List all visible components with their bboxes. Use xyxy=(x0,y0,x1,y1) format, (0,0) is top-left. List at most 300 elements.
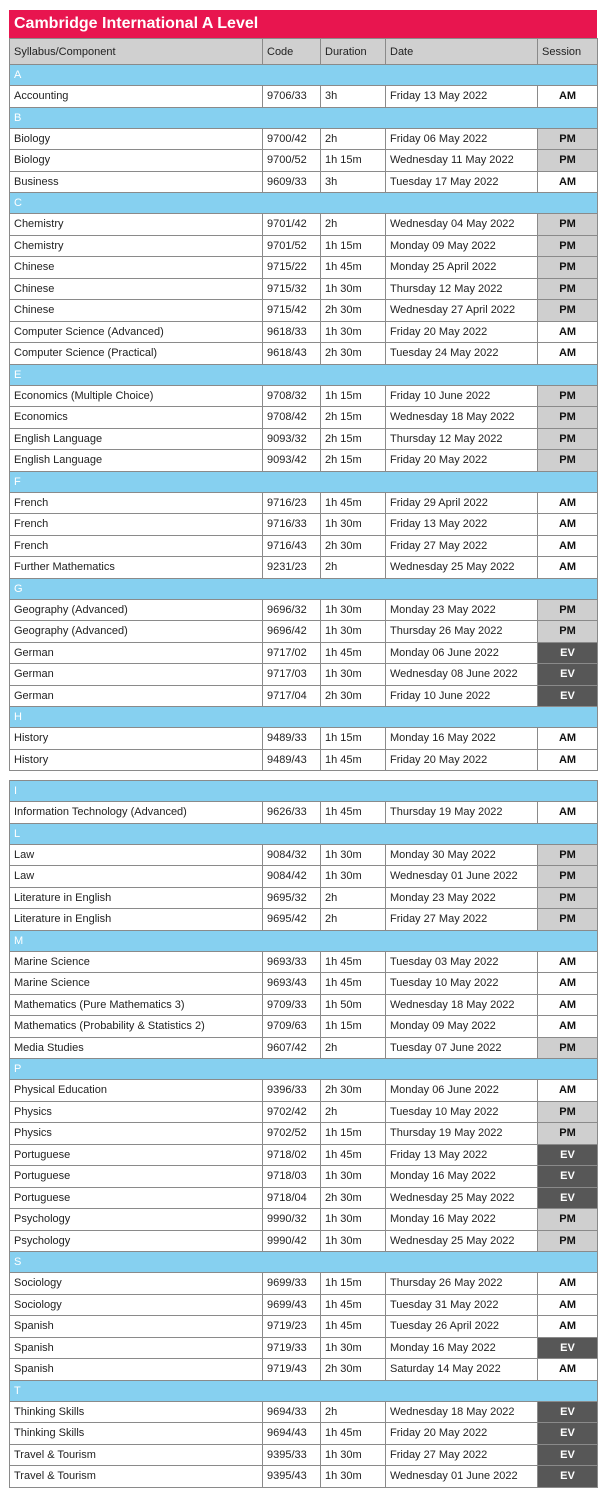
duration-cell: 1h 45m xyxy=(321,1423,386,1445)
syllabus-cell: Mathematics (Pure Mathematics 3) xyxy=(10,994,263,1016)
duration-cell: 2h 30m xyxy=(321,535,386,557)
table-row xyxy=(10,535,598,557)
duration-cell: 2h xyxy=(321,557,386,579)
duration-cell: 2h 15m xyxy=(321,407,386,429)
session-cell: PM xyxy=(538,844,598,866)
table-row xyxy=(10,1401,598,1423)
date-cell: Friday 27 May 2022 xyxy=(386,1444,538,1466)
date-cell: Wednesday 01 June 2022 xyxy=(386,866,538,888)
syllabus-cell: History xyxy=(10,749,263,771)
letter-heading: E xyxy=(10,364,598,385)
session-cell: PM xyxy=(538,866,598,888)
syllabus-cell: German xyxy=(10,642,263,664)
date-cell: Monday 30 May 2022 xyxy=(386,844,538,866)
code-cell: 9699/33 xyxy=(263,1273,321,1295)
letter-row xyxy=(10,65,598,86)
syllabus-cell: Spanish xyxy=(10,1316,263,1338)
syllabus-cell: Travel & Tourism xyxy=(10,1466,263,1488)
duration-cell: 2h xyxy=(321,128,386,150)
table-row xyxy=(10,1123,598,1145)
syllabus-cell: Portuguese xyxy=(10,1187,263,1209)
table-row xyxy=(10,664,598,686)
session-cell: PM xyxy=(538,407,598,429)
table-row xyxy=(10,1144,598,1166)
session-cell: AM xyxy=(538,514,598,536)
date-cell: Tuesday 10 May 2022 xyxy=(386,1101,538,1123)
duration-cell: 2h xyxy=(321,1101,386,1123)
date-cell: Wednesday 01 June 2022 xyxy=(386,1466,538,1488)
duration-cell: 2h 30m xyxy=(321,1080,386,1102)
duration-cell: 1h 30m xyxy=(321,1209,386,1231)
table-row xyxy=(10,514,598,536)
table-row xyxy=(10,1316,598,1338)
letter-heading: A xyxy=(10,65,598,86)
duration-cell: 1h 15m xyxy=(321,1123,386,1145)
session-cell: EV xyxy=(538,1401,598,1423)
date-cell: Wednesday 08 June 2022 xyxy=(386,664,538,686)
date-cell: Wednesday 25 May 2022 xyxy=(386,557,538,579)
duration-cell: 1h 30m xyxy=(321,621,386,643)
session-cell: PM xyxy=(538,235,598,257)
syllabus-cell: Portuguese xyxy=(10,1166,263,1188)
letter-heading: C xyxy=(10,193,598,214)
code-cell: 9718/02 xyxy=(263,1144,321,1166)
session-cell: AM xyxy=(538,321,598,343)
syllabus-cell: Portuguese xyxy=(10,1144,263,1166)
code-cell: 9702/42 xyxy=(263,1101,321,1123)
syllabus-cell: Literature in English xyxy=(10,909,263,931)
code-cell: 9693/33 xyxy=(263,951,321,973)
code-cell: 9696/32 xyxy=(263,599,321,621)
duration-cell: 2h xyxy=(321,887,386,909)
duration-cell: 1h 15m xyxy=(321,235,386,257)
letter-heading: H xyxy=(10,707,598,728)
table-row xyxy=(10,1016,598,1038)
table-row xyxy=(10,1166,598,1188)
duration-cell: 1h 15m xyxy=(321,1016,386,1038)
syllabus-cell: French xyxy=(10,514,263,536)
table-row xyxy=(10,866,598,888)
duration-cell: 1h 45m xyxy=(321,1316,386,1338)
timetable xyxy=(9,10,597,1488)
code-cell: 9696/42 xyxy=(263,621,321,643)
date-cell: Friday 20 May 2022 xyxy=(386,321,538,343)
syllabus-cell: Physics xyxy=(10,1101,263,1123)
syllabus-cell: Physical Education xyxy=(10,1080,263,1102)
syllabus-cell: Information Technology (Advanced) xyxy=(10,802,263,824)
session-cell: AM xyxy=(538,1016,598,1038)
duration-cell: 1h 30m xyxy=(321,1466,386,1488)
duration-cell: 1h 15m xyxy=(321,385,386,407)
session-cell: EV xyxy=(538,1466,598,1488)
session-cell: AM xyxy=(538,86,598,108)
session-cell: AM xyxy=(538,535,598,557)
syllabus-cell: Chemistry xyxy=(10,235,263,257)
syllabus-cell: Biology xyxy=(10,128,263,150)
code-cell: 9717/02 xyxy=(263,642,321,664)
date-cell: Thursday 12 May 2022 xyxy=(386,278,538,300)
table-row xyxy=(10,1337,598,1359)
date-cell: Friday 13 May 2022 xyxy=(386,1144,538,1166)
syllabus-cell: Economics (Multiple Choice) xyxy=(10,385,263,407)
code-cell: 9990/42 xyxy=(263,1230,321,1252)
date-cell: Tuesday 17 May 2022 xyxy=(386,171,538,193)
table-row xyxy=(10,557,598,579)
table-row xyxy=(10,749,598,771)
session-cell: PM xyxy=(538,1123,598,1145)
table-row xyxy=(10,1101,598,1123)
session-cell: AM xyxy=(538,749,598,771)
code-cell: 9609/33 xyxy=(263,171,321,193)
letter-heading: I xyxy=(10,781,598,802)
code-cell: 9489/43 xyxy=(263,749,321,771)
date-cell: Friday 29 April 2022 xyxy=(386,492,538,514)
letter-heading: M xyxy=(10,930,598,951)
code-cell: 9706/33 xyxy=(263,86,321,108)
code-cell: 9716/33 xyxy=(263,514,321,536)
session-cell: AM xyxy=(538,994,598,1016)
code-cell: 9702/52 xyxy=(263,1123,321,1145)
syllabus-cell: Economics xyxy=(10,407,263,429)
code-cell: 9084/42 xyxy=(263,866,321,888)
letter-row xyxy=(10,823,598,844)
code-cell: 9715/32 xyxy=(263,278,321,300)
session-cell: AM xyxy=(538,1294,598,1316)
date-cell: Friday 06 May 2022 xyxy=(386,128,538,150)
duration-cell: 1h 15m xyxy=(321,150,386,172)
syllabus-cell: Literature in English xyxy=(10,887,263,909)
session-cell: AM xyxy=(538,1359,598,1381)
duration-cell: 1h 15m xyxy=(321,1273,386,1295)
table-row xyxy=(10,1423,598,1445)
code-cell: 9395/43 xyxy=(263,1466,321,1488)
duration-cell: 1h 30m xyxy=(321,514,386,536)
syllabus-cell: Spanish xyxy=(10,1337,263,1359)
session-cell: PM xyxy=(538,150,598,172)
table-row xyxy=(10,1037,598,1059)
date-cell: Monday 06 June 2022 xyxy=(386,1080,538,1102)
header-row xyxy=(10,39,598,65)
date-cell: Tuesday 31 May 2022 xyxy=(386,1294,538,1316)
code-cell: 9694/43 xyxy=(263,1423,321,1445)
syllabus-cell: Travel & Tourism xyxy=(10,1444,263,1466)
duration-cell: 2h xyxy=(321,1037,386,1059)
letter-heading: T xyxy=(10,1380,598,1401)
syllabus-cell: Psychology xyxy=(10,1230,263,1252)
syllabus-cell: Marine Science xyxy=(10,951,263,973)
syllabus-cell: Chinese xyxy=(10,278,263,300)
session-cell: AM xyxy=(538,343,598,365)
duration-cell: 1h 30m xyxy=(321,1337,386,1359)
letter-row xyxy=(10,364,598,385)
table-row xyxy=(10,214,598,236)
table-row xyxy=(10,1230,598,1252)
table-row xyxy=(10,621,598,643)
table-row xyxy=(10,844,598,866)
date-cell: Thursday 26 May 2022 xyxy=(386,621,538,643)
letter-heading: G xyxy=(10,578,598,599)
table-row xyxy=(10,257,598,279)
duration-cell: 2h 15m xyxy=(321,450,386,472)
code-cell: 9396/33 xyxy=(263,1080,321,1102)
letter-row xyxy=(10,578,598,599)
date-cell: Monday 23 May 2022 xyxy=(386,599,538,621)
table-row xyxy=(10,887,598,909)
session-cell: PM xyxy=(538,599,598,621)
exam-table xyxy=(9,38,598,1488)
date-cell: Tuesday 26 April 2022 xyxy=(386,1316,538,1338)
date-cell: Thursday 12 May 2022 xyxy=(386,428,538,450)
table-row xyxy=(10,1466,598,1488)
table-row xyxy=(10,492,598,514)
code-cell: 9699/43 xyxy=(263,1294,321,1316)
code-cell: 9709/63 xyxy=(263,1016,321,1038)
duration-cell: 1h 45m xyxy=(321,1294,386,1316)
duration-cell: 1h 30m xyxy=(321,664,386,686)
session-cell: AM xyxy=(538,557,598,579)
table-row xyxy=(10,150,598,172)
session-cell: PM xyxy=(538,621,598,643)
duration-cell: 1h 45m xyxy=(321,257,386,279)
syllabus-cell: Sociology xyxy=(10,1294,263,1316)
letter-row xyxy=(10,1252,598,1273)
date-cell: Wednesday 25 May 2022 xyxy=(386,1230,538,1252)
table-row xyxy=(10,1294,598,1316)
code-cell: 9694/33 xyxy=(263,1401,321,1423)
date-cell: Friday 10 June 2022 xyxy=(386,385,538,407)
date-cell: Thursday 26 May 2022 xyxy=(386,1273,538,1295)
session-cell: AM xyxy=(538,1316,598,1338)
session-cell: EV xyxy=(538,642,598,664)
syllabus-cell: Law xyxy=(10,844,263,866)
table-body xyxy=(10,65,598,1488)
letter-heading: F xyxy=(10,471,598,492)
table-row xyxy=(10,1444,598,1466)
session-cell: EV xyxy=(538,1423,598,1445)
syllabus-cell: English Language xyxy=(10,450,263,472)
session-cell: PM xyxy=(538,1209,598,1231)
duration-cell: 2h 30m xyxy=(321,685,386,707)
syllabus-cell: Thinking Skills xyxy=(10,1401,263,1423)
session-cell: PM xyxy=(538,1037,598,1059)
duration-cell: 2h 30m xyxy=(321,343,386,365)
date-cell: Friday 20 May 2022 xyxy=(386,450,538,472)
code-cell: 9700/52 xyxy=(263,150,321,172)
session-cell: AM xyxy=(538,171,598,193)
syllabus-cell: German xyxy=(10,685,263,707)
table-row xyxy=(10,951,598,973)
duration-cell: 2h xyxy=(321,214,386,236)
syllabus-cell: Computer Science (Advanced) xyxy=(10,321,263,343)
table-row xyxy=(10,994,598,1016)
session-cell: PM xyxy=(538,257,598,279)
date-cell: Monday 09 May 2022 xyxy=(386,235,538,257)
duration-cell: 1h 50m xyxy=(321,994,386,1016)
table-row xyxy=(10,171,598,193)
date-cell: Thursday 19 May 2022 xyxy=(386,1123,538,1145)
header-duration: Duration xyxy=(321,39,386,65)
duration-cell: 2h xyxy=(321,909,386,931)
date-cell: Friday 27 May 2022 xyxy=(386,535,538,557)
syllabus-cell: Computer Science (Practical) xyxy=(10,343,263,365)
date-cell: Monday 16 May 2022 xyxy=(386,1337,538,1359)
code-cell: 9990/32 xyxy=(263,1209,321,1231)
code-cell: 9701/52 xyxy=(263,235,321,257)
syllabus-cell: Chemistry xyxy=(10,214,263,236)
session-cell: PM xyxy=(538,428,598,450)
duration-cell: 3h xyxy=(321,86,386,108)
table-row xyxy=(10,642,598,664)
table-row xyxy=(10,235,598,257)
date-cell: Friday 13 May 2022 xyxy=(386,514,538,536)
duration-cell: 1h 45m xyxy=(321,749,386,771)
syllabus-cell: Marine Science xyxy=(10,973,263,995)
duration-cell: 1h 45m xyxy=(321,802,386,824)
date-cell: Wednesday 18 May 2022 xyxy=(386,407,538,429)
session-cell: AM xyxy=(538,1273,598,1295)
code-cell: 9695/42 xyxy=(263,909,321,931)
table-row xyxy=(10,1187,598,1209)
duration-cell: 1h 45m xyxy=(321,492,386,514)
session-cell: PM xyxy=(538,887,598,909)
code-cell: 9395/33 xyxy=(263,1444,321,1466)
duration-cell: 2h 30m xyxy=(321,1359,386,1381)
syllabus-cell: Spanish xyxy=(10,1359,263,1381)
table-row xyxy=(10,128,598,150)
letter-row xyxy=(10,930,598,951)
session-cell: PM xyxy=(538,1101,598,1123)
duration-cell: 2h 30m xyxy=(321,1187,386,1209)
table-row xyxy=(10,909,598,931)
table-row xyxy=(10,343,598,365)
session-cell: EV xyxy=(538,664,598,686)
code-cell: 9719/33 xyxy=(263,1337,321,1359)
letter-heading: B xyxy=(10,107,598,128)
syllabus-cell: Business xyxy=(10,171,263,193)
duration-cell: 1h 30m xyxy=(321,866,386,888)
session-cell: AM xyxy=(538,951,598,973)
table-row xyxy=(10,321,598,343)
date-cell: Monday 16 May 2022 xyxy=(386,728,538,750)
syllabus-cell: Physics xyxy=(10,1123,263,1145)
syllabus-cell: Thinking Skills xyxy=(10,1423,263,1445)
syllabus-cell: Further Mathematics xyxy=(10,557,263,579)
syllabus-cell: French xyxy=(10,535,263,557)
table-row xyxy=(10,1080,598,1102)
table-row xyxy=(10,300,598,322)
syllabus-cell: Geography (Advanced) xyxy=(10,621,263,643)
code-cell: 9084/32 xyxy=(263,844,321,866)
letter-row xyxy=(10,471,598,492)
duration-cell: 1h 45m xyxy=(321,1144,386,1166)
duration-cell: 1h 30m xyxy=(321,599,386,621)
duration-cell: 3h xyxy=(321,171,386,193)
session-cell: EV xyxy=(538,1444,598,1466)
syllabus-cell: Accounting xyxy=(10,86,263,108)
table-row xyxy=(10,802,598,824)
session-cell: EV xyxy=(538,1337,598,1359)
code-cell: 9715/22 xyxy=(263,257,321,279)
date-cell: Monday 25 April 2022 xyxy=(386,257,538,279)
syllabus-cell: Sociology xyxy=(10,1273,263,1295)
session-cell: PM xyxy=(538,1230,598,1252)
session-cell: PM xyxy=(538,450,598,472)
code-cell: 9701/42 xyxy=(263,214,321,236)
session-cell: PM xyxy=(538,300,598,322)
duration-cell: 1h 45m xyxy=(321,642,386,664)
header-date: Date xyxy=(386,39,538,65)
date-cell: Wednesday 18 May 2022 xyxy=(386,1401,538,1423)
code-cell: 9715/42 xyxy=(263,300,321,322)
duration-cell: 1h 30m xyxy=(321,1166,386,1188)
duration-cell: 1h 30m xyxy=(321,278,386,300)
syllabus-cell: Chinese xyxy=(10,257,263,279)
syllabus-cell: Mathematics (Probability & Statistics 2) xyxy=(10,1016,263,1038)
code-cell: 9717/03 xyxy=(263,664,321,686)
syllabus-cell: French xyxy=(10,492,263,514)
date-cell: Wednesday 25 May 2022 xyxy=(386,1187,538,1209)
table-row xyxy=(10,973,598,995)
syllabus-cell: Media Studies xyxy=(10,1037,263,1059)
session-cell: PM xyxy=(538,214,598,236)
table-row xyxy=(10,450,598,472)
table-row xyxy=(10,1273,598,1295)
session-cell: PM xyxy=(538,909,598,931)
session-cell: EV xyxy=(538,1144,598,1166)
page-title: Cambridge International A Level xyxy=(9,10,597,38)
date-cell: Monday 06 June 2022 xyxy=(386,642,538,664)
date-cell: Friday 20 May 2022 xyxy=(386,749,538,771)
table-row xyxy=(10,1209,598,1231)
letter-row xyxy=(10,707,598,728)
session-cell: AM xyxy=(538,1080,598,1102)
table-row xyxy=(10,1359,598,1381)
code-cell: 9693/43 xyxy=(263,973,321,995)
syllabus-cell: Law xyxy=(10,866,263,888)
code-cell: 9718/03 xyxy=(263,1166,321,1188)
date-cell: Friday 13 May 2022 xyxy=(386,86,538,108)
session-cell: AM xyxy=(538,728,598,750)
letter-row xyxy=(10,107,598,128)
table-row xyxy=(10,86,598,108)
code-cell: 9093/42 xyxy=(263,450,321,472)
table-row xyxy=(10,385,598,407)
letter-row xyxy=(10,1380,598,1401)
session-cell: AM xyxy=(538,492,598,514)
date-cell: Wednesday 18 May 2022 xyxy=(386,994,538,1016)
syllabus-cell: Biology xyxy=(10,150,263,172)
duration-cell: 1h 30m xyxy=(321,321,386,343)
letter-row xyxy=(10,193,598,214)
session-cell: AM xyxy=(538,802,598,824)
code-cell: 9708/32 xyxy=(263,385,321,407)
code-cell: 9709/33 xyxy=(263,994,321,1016)
code-cell: 9719/23 xyxy=(263,1316,321,1338)
date-cell: Monday 16 May 2022 xyxy=(386,1166,538,1188)
date-cell: Wednesday 04 May 2022 xyxy=(386,214,538,236)
date-cell: Friday 10 June 2022 xyxy=(386,685,538,707)
date-cell: Monday 16 May 2022 xyxy=(386,1209,538,1231)
code-cell: 9708/42 xyxy=(263,407,321,429)
date-cell: Tuesday 10 May 2022 xyxy=(386,973,538,995)
table-row xyxy=(10,685,598,707)
duration-cell: 2h 30m xyxy=(321,300,386,322)
code-cell: 9618/43 xyxy=(263,343,321,365)
spacer-row xyxy=(10,771,598,781)
letter-heading: L xyxy=(10,823,598,844)
date-cell: Wednesday 11 May 2022 xyxy=(386,150,538,172)
code-cell: 9716/43 xyxy=(263,535,321,557)
